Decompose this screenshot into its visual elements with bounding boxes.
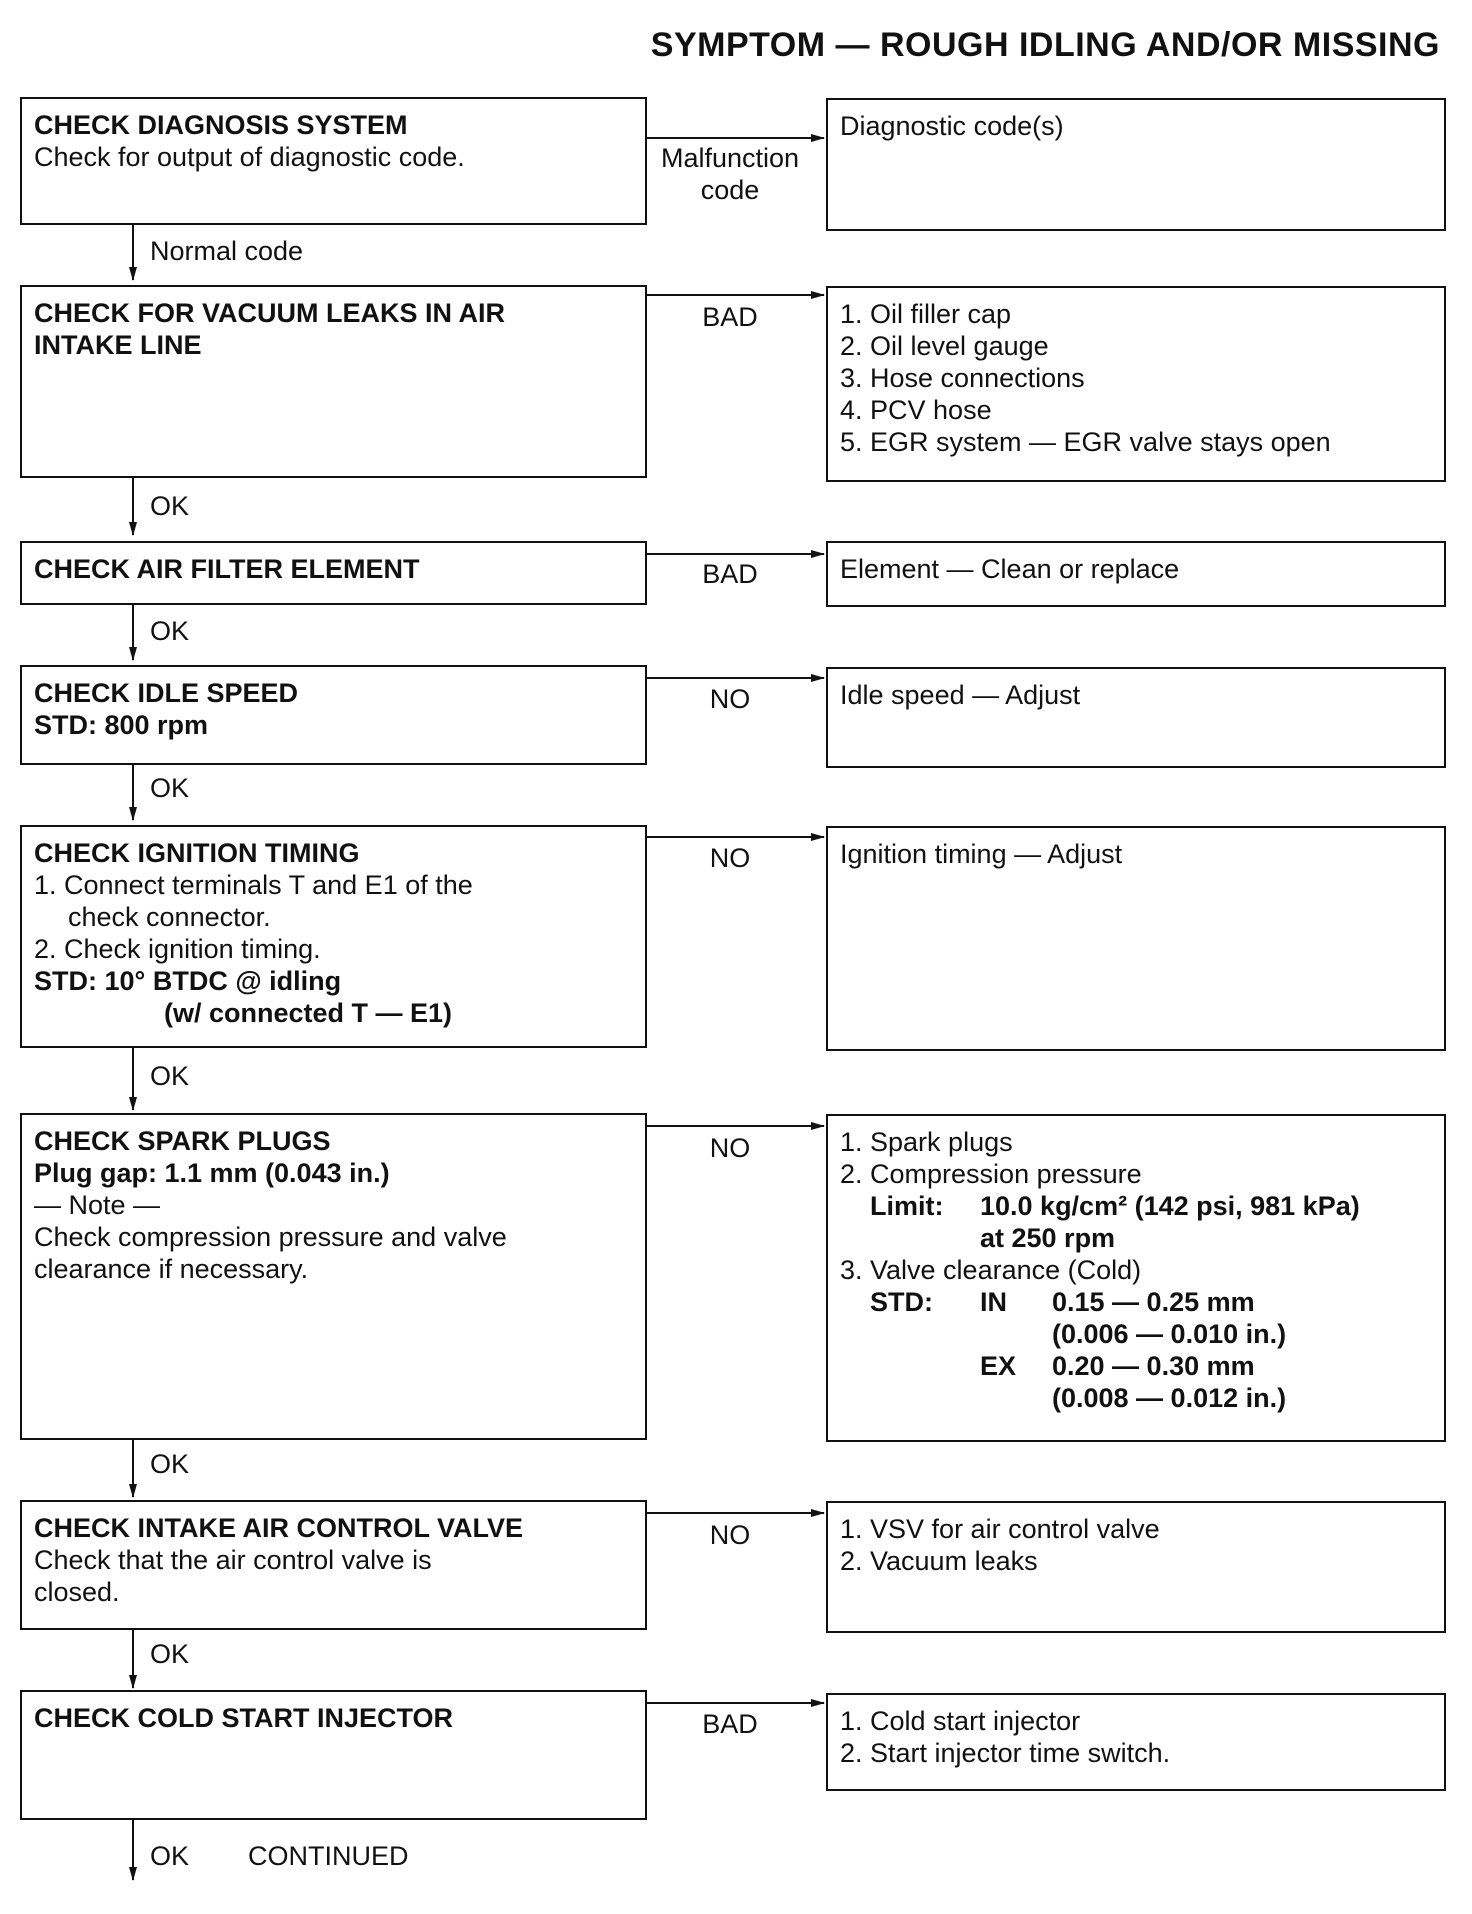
step-box-idle-speed: [20, 665, 647, 765]
flow-label: OK: [150, 1061, 190, 1091]
result-line: 1. Spark plugs: [840, 1127, 1013, 1157]
step-body-line: Check that the air control valve is: [34, 1545, 432, 1575]
step-spec: STD: 10° BTDC @ idling: [34, 966, 342, 996]
result-line: 2. Vacuum leaks: [840, 1546, 1038, 1576]
branch-label: BAD: [702, 1709, 758, 1739]
step-heading: CHECK COLD START INJECTOR: [34, 1703, 454, 1733]
ex-label: EX: [980, 1351, 1017, 1381]
result-box-diagnostic-codes: [826, 98, 1446, 231]
result-box-ignition-timing: [826, 826, 1446, 1051]
result-box-air-filter: [826, 541, 1446, 607]
step-box-air-filter: [20, 541, 647, 605]
step-box-vacuum-leaks: [20, 285, 647, 478]
result-box-spark-plugs: [826, 1114, 1446, 1442]
ex-value: 0.20 — 0.30 mm: [1052, 1351, 1255, 1381]
continued-label: CONTINUED: [248, 1841, 409, 1871]
step-heading: CHECK SPARK PLUGS: [34, 1126, 331, 1156]
branch-label: NO: [709, 684, 751, 714]
flow-label: OK: [150, 616, 190, 646]
result-line: 3. Valve clearance (Cold): [840, 1255, 1142, 1285]
step-body-line: clearance if necessary.: [34, 1254, 309, 1284]
step-heading: CHECK FOR VACUUM LEAKS IN AIR INTAKE LINE: [34, 298, 505, 360]
step-spec: (w/ connected T — E1): [164, 998, 453, 1028]
step-box-air-control-valve: [20, 1500, 647, 1630]
result-line: Diagnostic code(s): [840, 111, 1064, 141]
result-box-cold-start-injector: [826, 1693, 1446, 1791]
step-box-diagnosis: [20, 97, 647, 225]
branch-label: Malfunction code: [660, 143, 800, 205]
in-label: IN: [980, 1287, 1007, 1317]
limit-value: 10.0 kg/cm² (142 psi, 981 kPa): [980, 1191, 1360, 1221]
result-line: 4. PCV hose: [840, 395, 992, 425]
result-line: 1. Oil filler cap: [840, 299, 1012, 329]
branch-label: NO: [709, 1520, 751, 1550]
branch-label: BAD: [702, 302, 758, 332]
result-line: Idle speed — Adjust: [840, 680, 1081, 710]
std-label: STD:: [870, 1287, 933, 1317]
limit-value: at 250 rpm: [980, 1223, 1116, 1253]
step-spec: STD: 800 rpm: [34, 710, 209, 740]
step-body-line: check connector.: [68, 902, 271, 932]
limit-table: [870, 1190, 1370, 1254]
branch-label: NO: [709, 843, 751, 873]
page-title: SYMPTOM — ROUGH IDLING AND/OR MISSING: [650, 26, 1440, 64]
branch-label: BAD: [702, 559, 758, 589]
step-body-line: Check compression pressure and valve: [34, 1222, 507, 1252]
flow-label: Normal code: [150, 236, 304, 266]
step-spec: Plug gap: 1.1 mm (0.043 in.): [34, 1158, 390, 1188]
ex-value: (0.008 — 0.012 in.): [1052, 1383, 1287, 1413]
result-line: 1. VSV for air control valve: [840, 1514, 1160, 1544]
step-heading: CHECK INTAKE AIR CONTROL VALVE: [34, 1513, 524, 1543]
result-box-vacuum-leaks: [826, 286, 1446, 482]
result-line: 2. Compression pressure: [840, 1159, 1142, 1189]
step-body-line: 2. Check ignition timing.: [34, 934, 321, 964]
step-body-line: closed.: [34, 1577, 120, 1607]
result-box-air-control-valve: [826, 1501, 1446, 1633]
in-value: (0.006 — 0.010 in.): [1052, 1319, 1287, 1349]
step-heading: CHECK DIAGNOSIS SYSTEM: [34, 110, 408, 140]
step-body-line: Check for output of diagnostic code.: [34, 142, 465, 172]
flow-label: OK: [150, 1841, 190, 1871]
step-box-spark-plugs: [20, 1113, 647, 1440]
result-line: 5. EGR system — EGR valve stays open: [840, 427, 1331, 457]
result-line: 3. Hose connections: [840, 363, 1085, 393]
result-line: 2. Start injector time switch.: [840, 1738, 1171, 1768]
limit-label: Limit:: [870, 1191, 944, 1221]
flow-label: OK: [150, 1449, 190, 1479]
result-line: 1. Cold start injector: [840, 1706, 1081, 1736]
note-title: — Note —: [34, 1190, 161, 1220]
step-heading: CHECK IDLE SPEED: [34, 678, 299, 708]
step-box-ignition-timing: [20, 825, 647, 1048]
in-value: 0.15 — 0.25 mm: [1052, 1287, 1255, 1317]
valve-clearance-table: [870, 1286, 1296, 1414]
flow-label: OK: [150, 491, 190, 521]
step-heading: CHECK AIR FILTER ELEMENT: [34, 554, 420, 584]
result-line: 2. Oil level gauge: [840, 331, 1049, 361]
result-line: Element — Clean or replace: [840, 554, 1180, 584]
step-heading: CHECK IGNITION TIMING: [34, 838, 360, 868]
step-box-cold-start-injector: [20, 1690, 647, 1820]
result-box-idle-speed: [826, 667, 1446, 768]
step-body-line: 1. Connect terminals T and E1 of the: [34, 870, 473, 900]
flow-label: OK: [150, 1639, 190, 1669]
branch-label: NO: [709, 1133, 751, 1163]
flow-label: OK: [150, 773, 190, 803]
result-line: Ignition timing — Adjust: [840, 839, 1123, 869]
